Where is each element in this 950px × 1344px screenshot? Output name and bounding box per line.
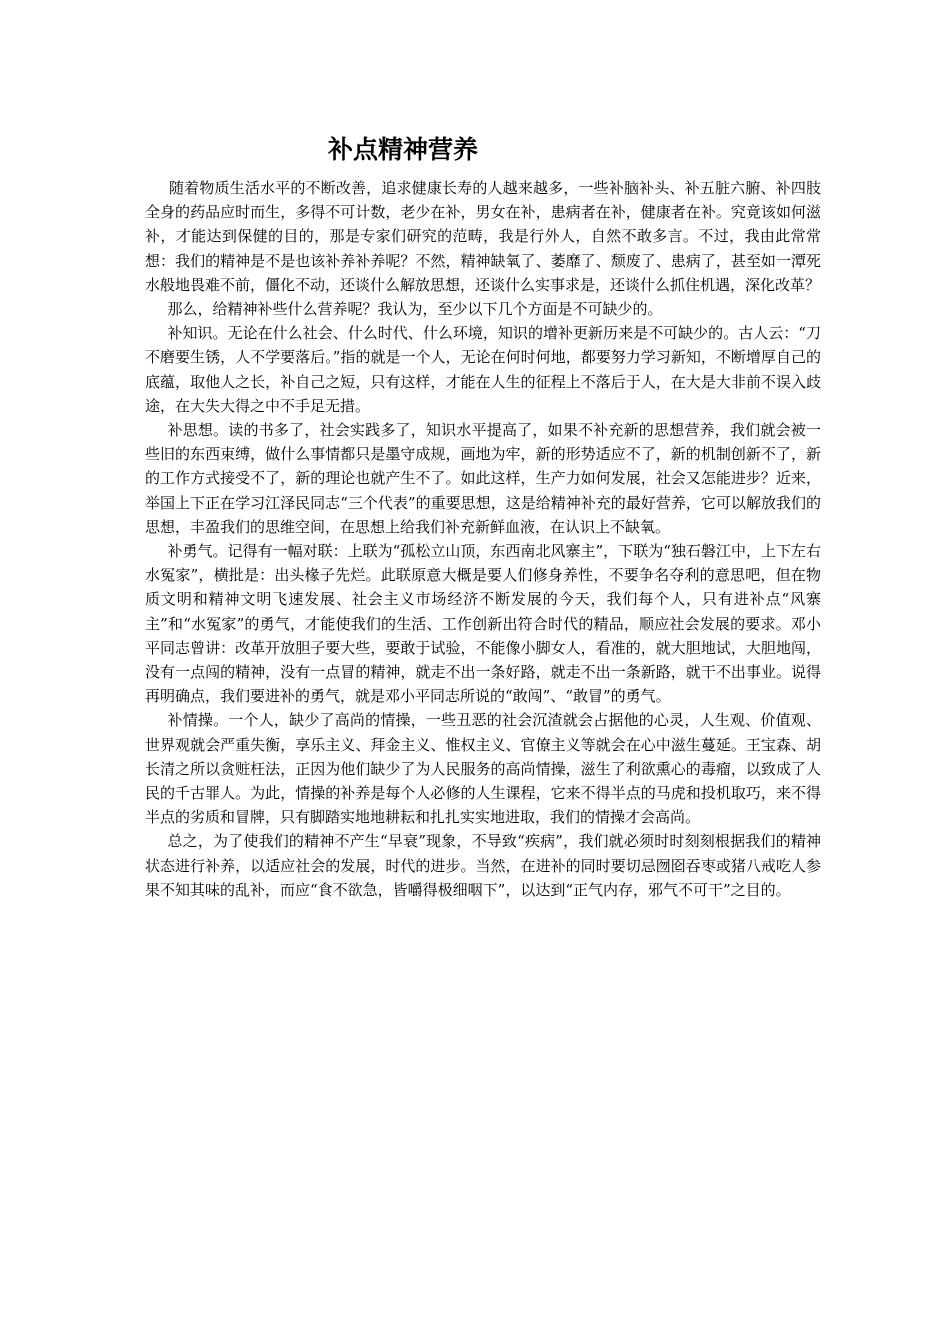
paragraph-sentiment: 补情操。一个人，缺少了高尚的情操，一些丑恶的社会沉渣就会占据他的心灵，人生观、价值观、世界观就会严重失衡，享乐主义、拜金主义、惟权主义、官僚主义等就会在心中滋生蔓延。王宝森、胡长清之所以贪赃枉法，正因为他们缺少了为人民服务的高尚情操，滋生了利欲熏心的毒瘤，以致成了人民的千古罪人。为此，情操的补养是每个人必修的人生课程，它来不得半点的马虎和投机取巧，来不得半点的劣质和冒牌，只有脚踏实地地耕耘和扎扎实实地进取，我们的情操才会高尚。 [145, 711, 821, 827]
paragraph-question: 那么，给精神补些什么营养呢？我认为，至少以下几个方面是不可缺少的。 [167, 300, 663, 319]
paragraph-knowledge: 补知识。无论在什么社会、什么时代、什么环境，知识的增补更新历来是不可缺少的。古人云：“刀不磨要生锈，人不学要落后。”指的就是一个人，无论在何时何地，都要努力学习新知，不断增厚自己的底蕴，取他人之长，补自己之短，只有这样，才能在人生的征程上不落后于人，在大是大非前不误入歧途，在大失大得之中不手足无措。 [145, 324, 821, 415]
document-title: 补点精神营养 [327, 135, 478, 164]
paragraph-courage: 补勇气。记得有一幅对联：上联为“孤松立山顶，东西南北风寨主”，下联为“独石磐江中，上下左右水冤家”，横批是：出头椽子先烂。此联原意大概是要人们修身养性，不要争名夺利的意思吧，但在物质文明和精神文明飞速发展、社会主义市场经济不断发展的今天，我们每个人，只有进补点“风寨主”和“水冤家”的勇气，才能使我们的生活、工作创新出符合时代的精品，顺应社会发展的要求。邓小平同志曾讲：改革开放胆子要大些，要敢于试验，不能像小脚女人，看准的，就大胆地试，大胆地闯，没有一点闯的精神，没有一点冒的精神，就走不出一条好路，就走不出一条新路，就干不出事业。说得再明确点，我们要进补的勇气，就是邓小平同志所说的“敢闯”、“敢冒”的勇气。 [145, 542, 821, 706]
document-body [145, 176, 821, 902]
paragraph-thought: 补思想。读的书多了，社会实践多了，知识水平提高了，如果不补充新的思想营养，我们就会被一些旧的东西束缚，做什么事情都只是墨守成规，画地为牢，新的形势适应不了，新的机制创新不了，新的工作方式接受不了，新的理论也就产生不了。如此这样，生产力如何发展，社会又怎能进步？近来，举国上下正在学习江泽民同志“三个代表”的重要思想，这是给精神补充的最好营养，它可以解放我们的思想，丰盈我们的思维空间，在思想上给我们补充新鲜血液，在认识上不缺氧。 [145, 421, 821, 536]
paragraph-intro: 随着物质生活水平的不断改善，追求健康长寿的人越来越多，一些补脑补头、补五脏六腑、补四肢全身的药品应时而生，多得不可计数，老少在补，男女在补，患病者在补，健康者在补。究竟该如何滋补，才能达到保健的目的，那是专家们研究的范畴，我是行外人，自然不敢多言。不过，我由此常常想：我们的精神是不是也该补养补养呢？不然，精神缺氧了、萎靡了、颓废了、患病了，甚至如一潭死水般地畏难不前，僵化不动，还谈什么解放思想，还谈什么实事求是，还谈什么抓住机遇，深化改革？ [145, 179, 821, 294]
paragraph-conclusion: 总之，为了使我们的精神不产生“早衰”现象，不导致“疾病”，我们就必须时时刻刻根据我们的精神状态进行补养，以适应社会的发展，时代的进步。当然，在进补的同时要切忌囫囵吞枣或猪八戒吃人参果不知其味的乱补，而应“食不欲急，皆嚼得极细咽下”，以达到“正气内存，邪气不可干”之目的。 [145, 832, 821, 899]
